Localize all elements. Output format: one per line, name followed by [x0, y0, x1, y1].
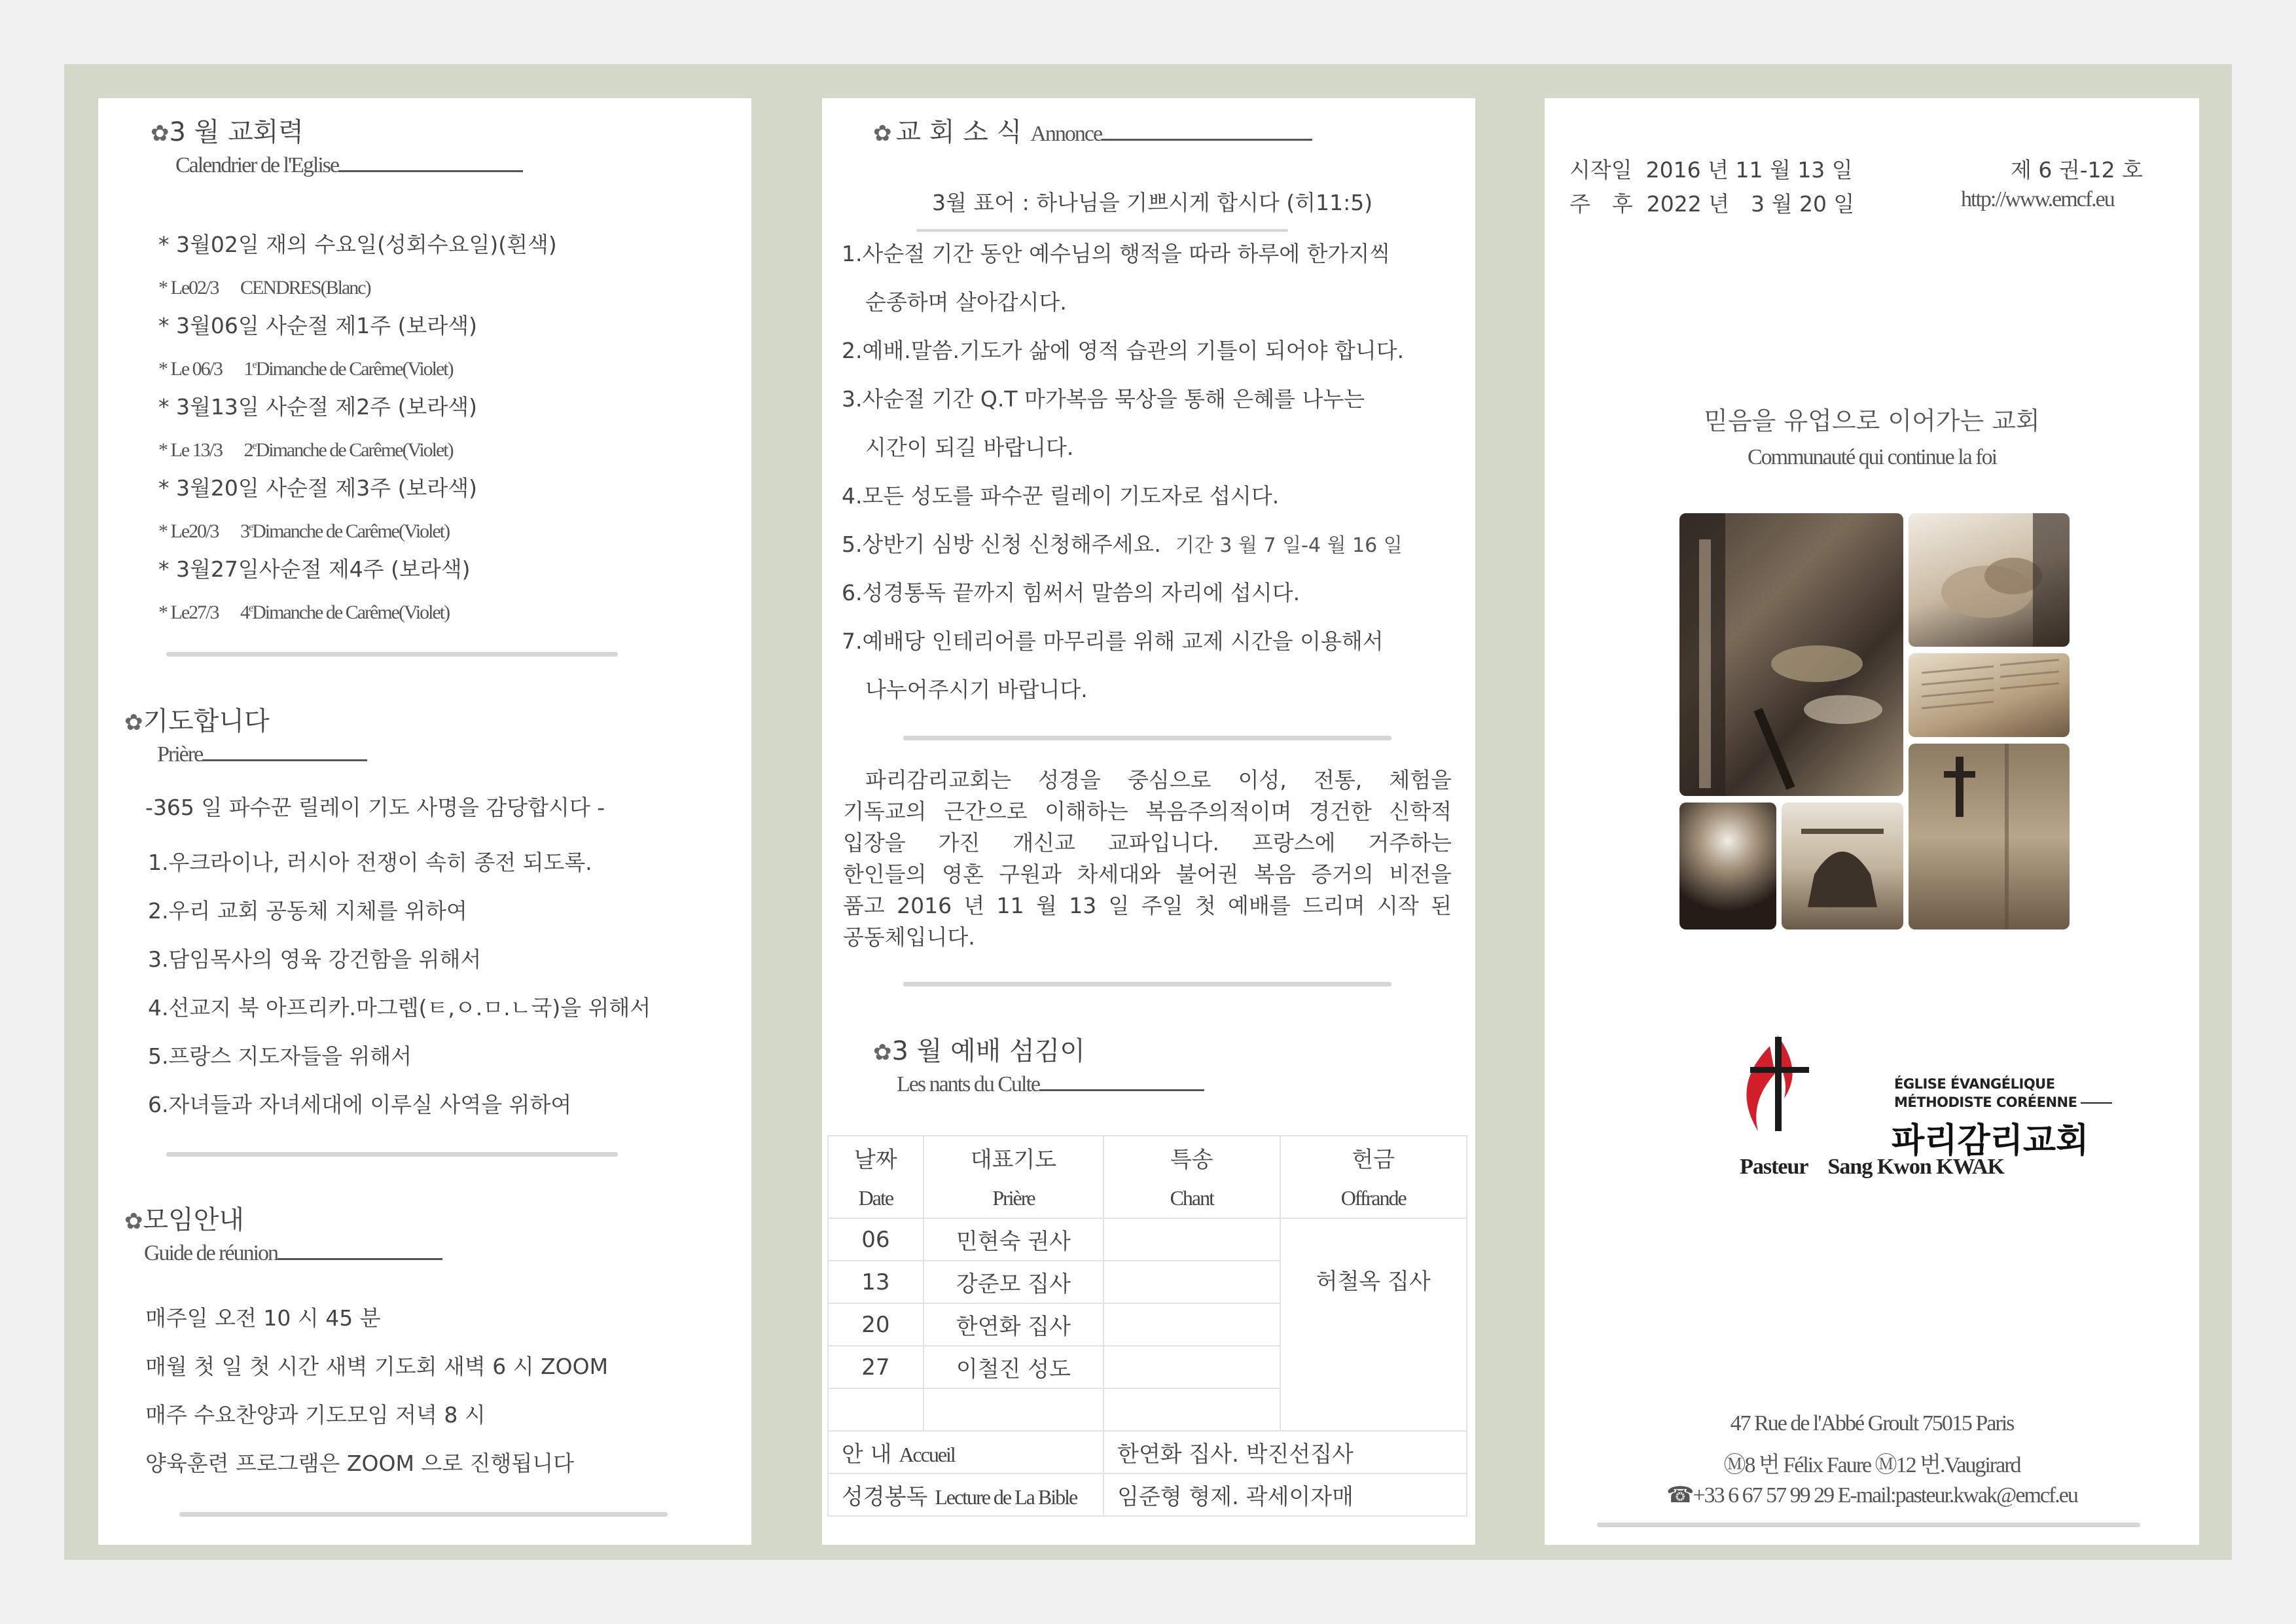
title-underline [1039, 1076, 1204, 1091]
hands-photo [1909, 513, 2070, 647]
issue-number: 제 6 권-12 호 [2011, 157, 2143, 183]
logo-church-name: 파리감리교회 [1892, 1121, 2089, 1161]
middle-panel [822, 98, 1475, 1545]
news-line: 1.사순절 기간 동안 예수님의 행적을 따라 하루에 한가지씩 [842, 241, 1391, 266]
table-row: 13 강준모 집사 [828, 1261, 1467, 1303]
table-row: 27 이철진 성도 [828, 1346, 1467, 1388]
calendar-item-4-fr: * Le20/3 3eDimanche de Carême(Violet) [158, 520, 450, 542]
prayer-item: 5.프랑스 지도자들을 위해서 [148, 1043, 412, 1069]
meeting-item: 양육훈련 프로그램은 ZOOM 으로 진행됩니다 [145, 1451, 575, 1476]
cross-wall-photo [1909, 744, 2070, 929]
lecture-label-fr: Lecture de La Bible [935, 1485, 1077, 1509]
table-row: 20 한연화 집사 [828, 1303, 1467, 1346]
church-description: 파리감리교회는 성경을 중심으로 이성, 전통, 체험을 기독교의 근간으로 이해하는 복음주의적이며 경건한 신학적 입장을 가진 개신교 교파입니다. 프랑스에 거주하는 한인들의 영혼 구원과 차세대와 불어권 복음 증거의 비전을 품고 2016 년 11 월 13 일 주일 첫 예배를 드리며 시작 된 공동체입니다. [843, 767, 1452, 950]
news-line: 나누어주시기 바랍니다. [865, 677, 1088, 702]
flower-icon: ✿ [873, 120, 892, 147]
news-title-ko: 교 회 소 식 [895, 117, 1022, 147]
lecture-label-ko: 성경봉독 [842, 1484, 928, 1510]
servers-title-ko: 3 월 예배 섬김이 [891, 1036, 1085, 1066]
pastor-line: Pasteur Sang Kwon KWAK [1740, 1155, 2004, 1179]
news-line: 6.성경통독 끝까지 힘써서 말씀의 자리에 섭시다. [842, 580, 1300, 605]
servers-table [827, 1135, 1467, 1517]
communion-photo [1679, 513, 1903, 796]
title-underline [1102, 126, 1312, 141]
prayer-intro: -365 일 파수꾼 릴레이 기도 사명을 감당합시다 - [145, 795, 605, 820]
news-title-fr: Annonce [1030, 122, 1102, 146]
section-divider [903, 736, 1391, 740]
start-date: 시작일 2016 년 11 월 13 일 [1570, 157, 1853, 183]
calendar-item-3-ko: * 3월13일 사순절 제2주 (보라색) [158, 394, 477, 420]
calendar-item-1-ko: * 3월02일 재의 수요일(성회수요일)(흰색) [158, 232, 557, 257]
meeting-item: 매월 첫 일 첫 시간 새벽 기도회 새벽 6 시 ZOOM [145, 1354, 609, 1379]
meeting-subtitle [144, 1241, 442, 1266]
section-divider [166, 652, 618, 657]
news-line: 4.모든 성도를 파수꾼 릴레이 기도자로 섭시다. [842, 483, 1280, 509]
table-header-fr: Date Prière Chant Offrande [828, 1179, 1467, 1218]
lecture-row [828, 1473, 1467, 1516]
news-line: 5.상반기 심방 신청 신청해주세요. 기간 3 월 7 일-4 월 16 일 [842, 532, 1403, 557]
church-address: 47 Rue de l'Abbé Groult 75015 Paris [1730, 1411, 2014, 1435]
news-heading [873, 111, 1312, 149]
flower-icon: ✿ [151, 120, 170, 147]
bulletin-frame [64, 64, 2232, 1560]
motto-underline [916, 229, 1288, 232]
section-divider [1597, 1523, 2140, 1527]
meeting-title-ko: 모임안내 [143, 1205, 245, 1235]
prayer-item: 6.자녀들과 자녀세대에 이루실 사역을 위하여 [148, 1092, 572, 1117]
title-underline [278, 1245, 442, 1260]
current-date: 주 후 2022 년 3 월 20 일 [1570, 191, 1855, 217]
accueil-value: 한연화 집사. 박진선집사 [1103, 1431, 1467, 1473]
calendar-item-4-ko: * 3월20일 사순절 제3주 (보라색) [158, 475, 477, 501]
meeting-heading [124, 1199, 244, 1236]
lecture-value: 임준형 형제. 곽세이자매 [1103, 1473, 1467, 1516]
accueil-label-fr: Accueil [899, 1443, 955, 1466]
news-line: 7.예배당 인테리어를 마무리를 위해 교제 시간을 이용해서 [842, 628, 1384, 654]
meeting-item: 매주 수요찬양과 기도모임 저녁 8 시 [145, 1402, 486, 1428]
flower-icon: ✿ [124, 1208, 143, 1235]
calendar-item-5-ko: * 3월27일사순절 제4주 (보라색) [158, 556, 471, 582]
calendar-item-2-ko: * 3월06일 사순절 제1주 (보라색) [158, 313, 477, 338]
servers-heading [873, 1030, 1085, 1068]
section-divider [166, 1152, 618, 1157]
logo-line-2: MÉTHODISTE CORÉENNE [1894, 1094, 2112, 1110]
news-line: 순종하며 살아갑시다. [865, 289, 1067, 315]
news-line: 3.사순절 기간 Q.T 마가복음 묵상을 통해 은혜를 나누는 [842, 386, 1365, 412]
calendar-subtitle [175, 153, 523, 178]
prayer-item: 1.우크라이나, 러시아 전쟁이 속히 종전 되도록. [148, 850, 592, 875]
table-row: 06 민현숙 권사 허철옥 집사 [828, 1218, 1467, 1261]
flower-icon: ✿ [873, 1039, 892, 1066]
accueil-row [828, 1431, 1467, 1473]
calendar-item-3-fr: * Le 13/3 2eDimanche de Carême(Violet) [158, 439, 453, 461]
calendar-title-ko: 3 월 교회력 [169, 117, 304, 147]
title-underline [338, 157, 523, 172]
slogan-fr: Communauté qui continue la foi [1747, 445, 1997, 469]
contact-info: ☎+33 6 67 57 99 29 E-mail:pasteur.kwak@emcf.eu [1666, 1483, 2077, 1507]
calendar-heading [151, 111, 304, 149]
table-header-ko: 날짜 대표기도 특송 헌금 [828, 1136, 1467, 1179]
logo-line-1: ÉGLISE ÉVANGÉLIQUE [1894, 1076, 2055, 1092]
calendar-title-fr: Calendrier de l'Eglise [175, 153, 339, 177]
bell-photo [1782, 803, 1903, 929]
servers-title-fr: Les nants du Culte [897, 1072, 1040, 1096]
offering-cell: 허철옥 집사 [1280, 1218, 1467, 1431]
prayer-item: 3.담임목사의 영육 강건함을 위해서 [148, 947, 482, 972]
title-underline [202, 746, 367, 761]
news-line: 2.예배.말씀.기도가 삶에 영적 습관의 기틀이 되어야 합니다. [842, 338, 1405, 363]
calendar-item-2-fr: * Le 06/3 1eDimanche de Carême(Violet) [158, 358, 453, 380]
meeting-title-fr: Guide de réunion [144, 1241, 278, 1265]
calendar-item-5-fr: * Le27/3 4eDimanche de Carême(Violet) [158, 602, 450, 623]
prayer-title-ko: 기도합니다 [143, 706, 270, 736]
methodist-cross-flame-icon [1732, 1033, 1823, 1132]
calendar-item-1-fr: * Le02/3 CENDRES(Blanc) [158, 277, 370, 298]
prayer-heading [124, 700, 270, 738]
accueil-label-ko: 안 내 [842, 1441, 892, 1468]
meeting-item: 매주일 오전 10 시 45 분 [145, 1305, 381, 1331]
servers-subtitle [897, 1072, 1204, 1097]
flower-icon: ✿ [124, 710, 143, 736]
left-panel [98, 98, 751, 1545]
news-motto: 3월 표어 : 하나님을 기쁘시게 합시다 (히11:5) [932, 190, 1373, 215]
prayer-subtitle [157, 742, 367, 767]
slogan-ko: 믿음을 유업으로 이어가는 교회 [1704, 406, 2040, 435]
prayer-item: 4.선교지 북 아프리카.마그렙(ㅌ,ㅇ.ㅁ.ㄴ국)을 위해서 [148, 995, 651, 1020]
website-link[interactable]: http://www.emcf.eu [1961, 187, 2114, 211]
right-panel [1545, 98, 2199, 1545]
section-divider [179, 1512, 668, 1517]
prayer-title-fr: Prière [157, 742, 203, 767]
bible-photo [1909, 653, 2070, 737]
candle-photo [1679, 803, 1776, 929]
news-line: 시간이 되길 바랍니다. [865, 435, 1074, 460]
prayer-item: 2.우리 교회 공동체 지체를 위하여 [148, 898, 467, 924]
metro-info: Ⓜ8 번 Félix Faure Ⓜ12 번.Vaugirard [1723, 1453, 2020, 1477]
section-divider [903, 982, 1391, 986]
